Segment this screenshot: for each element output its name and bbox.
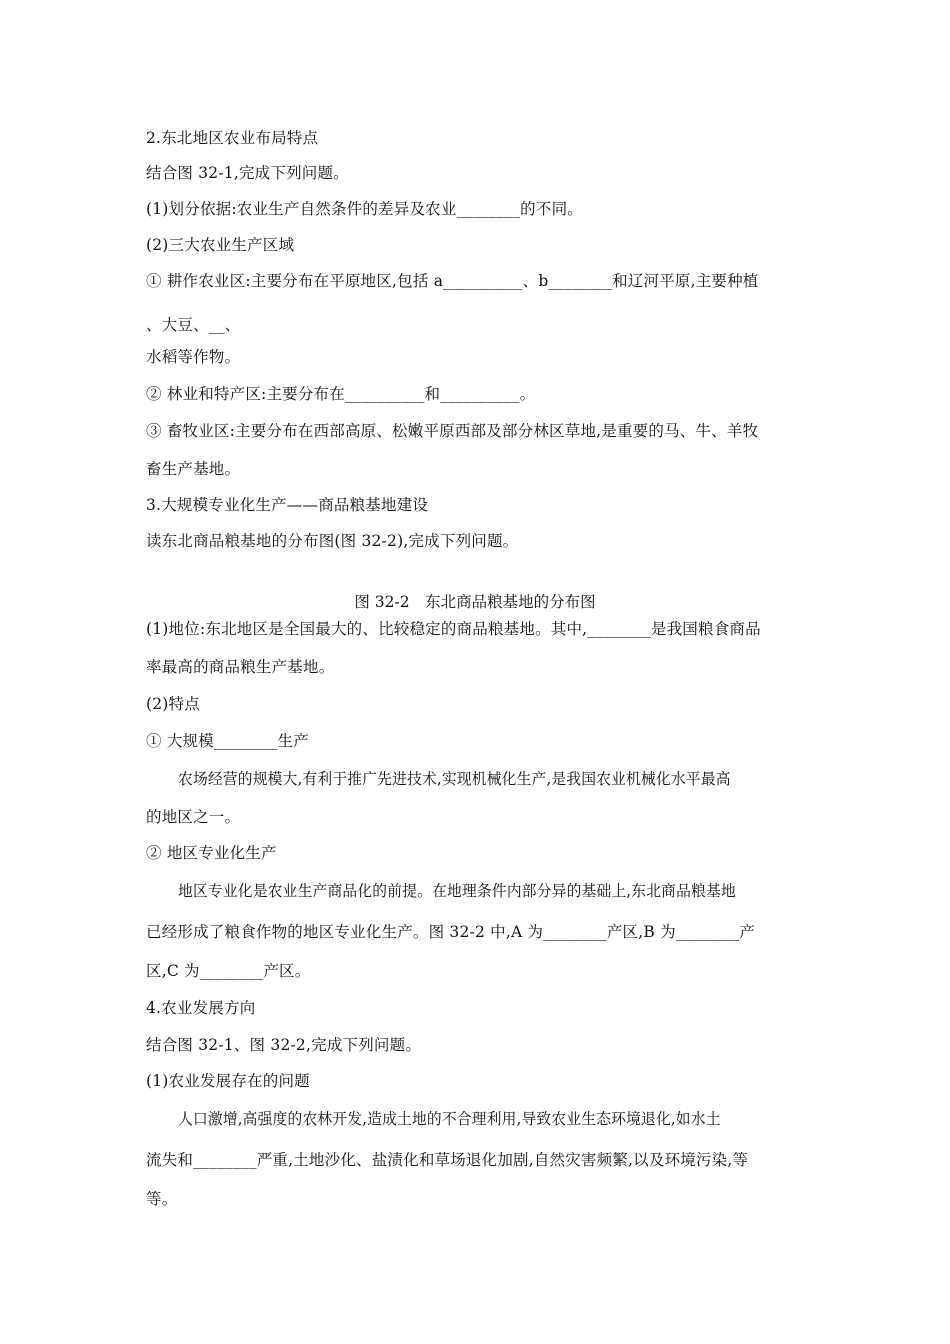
- figure-caption: 图 32-2 东北商品粮基地的分布图: [354, 593, 596, 611]
- instruction-text-2: 读东北商品粮基地的分布图(图 32-2),完成下列问题。: [146, 532, 519, 550]
- section-heading-3: 3.大规模专业化生产——商品粮基地建设: [146, 496, 429, 514]
- question-status: (1)地位:东北地区是全国最大的、比较稳定的商品粮基地。其中,________是我国粮食商品: [146, 620, 761, 638]
- section-heading-2: 2.东北地区农业布局特点: [146, 129, 319, 147]
- item-farming-zone: ① 耕作农业区:主要分布在平原地区,包括 a__________、b________和辽河平原,主要种植: [146, 272, 759, 290]
- feature-large-scale-text: 农场经营的规模大,有利于推广先进技术,实现机械化生产,是我国农业机械化水平最高: [178, 770, 731, 788]
- question-problems-heading: (1)农业发展存在的问题: [146, 1072, 310, 1090]
- feature-large-scale: ① 大规模________生产: [146, 732, 309, 750]
- feature-large-scale-text-end: 的地区之一。: [146, 808, 241, 826]
- question-2-heading: (2)三大农业生产区域: [146, 236, 295, 254]
- problems-text: 人口激增,高强度的农林开发,造成土地的不合理利用,导致农业生态环境退化,如水土: [178, 1110, 721, 1128]
- item-livestock-zone-end: 畜生产基地。: [146, 460, 241, 478]
- feature-specialization-regions: 已经形成了粮食作物的地区专业化生产。图 32-2 中,A 为________产区,B 为________产: [146, 923, 756, 941]
- instruction-text-3: 结合图 32-1、图 32-2,完成下列问题。: [146, 1036, 422, 1054]
- instruction-text: 结合图 32-1,完成下列问题。: [146, 164, 349, 182]
- problems-text-end: 等。: [146, 1190, 178, 1208]
- section-heading-4: 4.农业发展方向: [146, 999, 256, 1017]
- item-forestry-zone: ② 林业和特产区:主要分布在__________和__________。: [146, 385, 536, 403]
- feature-specialization-text: 地区专业化是农业生产商品化的前提。在地理条件内部分异的基础上,东北商品粮基地: [178, 882, 736, 900]
- question-features-heading: (2)特点: [146, 695, 200, 713]
- question-1-basis: (1)划分依据:农业生产自然条件的差异及农业________的不同。: [146, 200, 583, 218]
- question-status-end: 率最高的商品粮生产基地。: [146, 658, 335, 676]
- feature-specialization-regions-end: 区,C 为________产区。: [146, 962, 311, 980]
- item-farming-zone-end: 水稻等作物。: [146, 348, 241, 366]
- item-farming-zone-continued: 、大豆、__、: [146, 316, 241, 334]
- item-livestock-zone: ③ 畜牧业区:主要分布在西部高原、松嫩平原西部及部分林区草地,是重要的马、牛、羊牧: [146, 422, 759, 440]
- problems-text-continued: 流失和________严重,土地沙化、盐渍化和草场退化加剧,自然灾害频繁,以及环境污染,等: [146, 1151, 749, 1169]
- feature-specialization: ② 地区专业化生产: [146, 844, 277, 862]
